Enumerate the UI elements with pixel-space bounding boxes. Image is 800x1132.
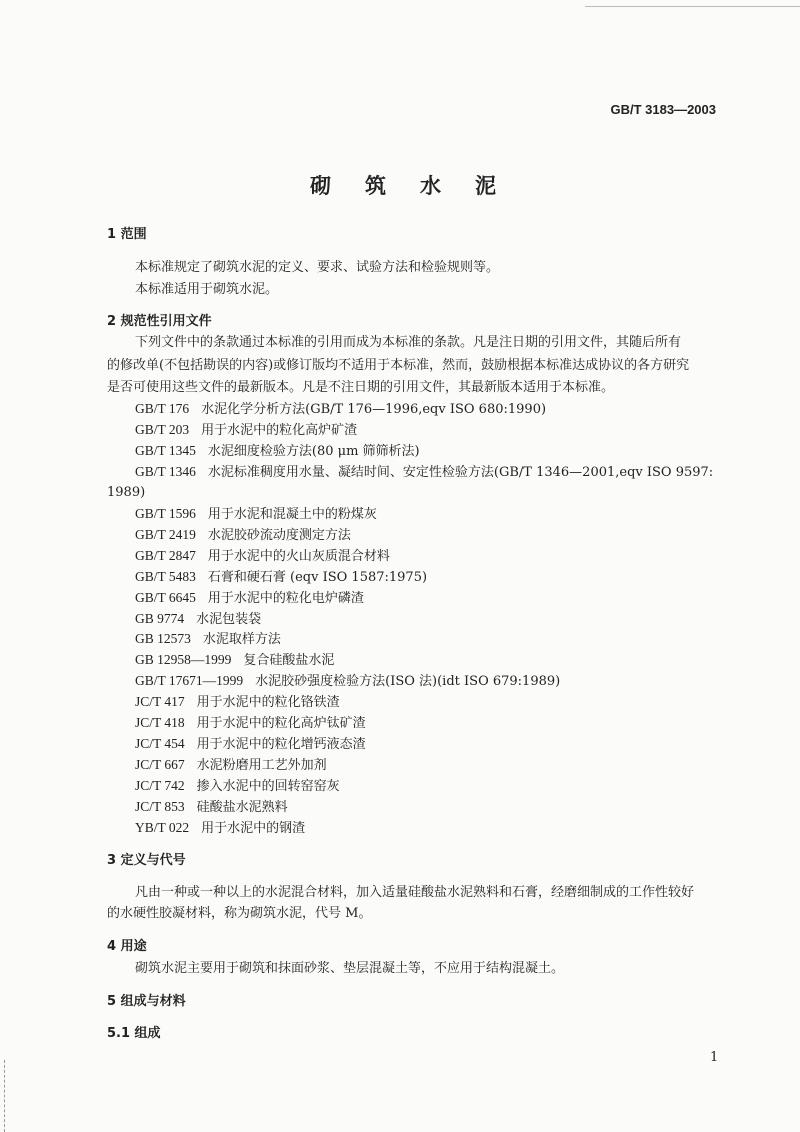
reference-item (135, 652, 334, 669)
reference-code: JC/T 667 (135, 757, 185, 773)
reference-code: JC/T 853 (135, 799, 185, 815)
reference-code: GB 12573 (135, 631, 191, 647)
reference-item (107, 485, 145, 501)
reference-title: 复合硅酸盐水泥 (243, 653, 335, 669)
reference-title: 水泥标准稠度用水量、凝结时间、安定性检验方法(GB/T 1346—2001,eqv ISO 9597: (207, 464, 714, 480)
paragraph-line: 是否可使用这些文件的最新版本。凡是不注日期的引用文件，其最新版本适用于本标准。 (107, 380, 615, 395)
reference-code: JC/T 417 (135, 694, 185, 710)
section-heading: 2 规范性引用文件 (107, 314, 212, 329)
reference-item (135, 694, 340, 711)
standard-number: GB/T 3183—2003 (610, 102, 716, 117)
reference-item (135, 506, 377, 523)
reference-title: 用于水泥中的粒化电炉磷渣 (207, 590, 364, 606)
reference-title: 水泥胶砂强度检验方法(ISO 法)(idt ISO 679:1989) (255, 674, 561, 690)
reference-title: 掺入水泥中的回转窑窑灰 (196, 779, 340, 795)
reference-item (135, 736, 366, 753)
paragraph: 本标准规定了砌筑水泥的定义、要求、试验方法和检验规则等。 (135, 260, 500, 275)
reference-title: 水泥胶砂流动度测定方法 (207, 527, 351, 543)
reference-item (135, 778, 340, 795)
reference-title: 用于水泥中的粒化增钙液态渣 (196, 737, 366, 753)
reference-item (135, 757, 327, 774)
reference-item (135, 527, 351, 544)
reference-code: JC/T 454 (135, 736, 185, 752)
paragraph: 本标准适用于砌筑水泥。 (135, 282, 279, 297)
reference-title: 用于水泥中的火山灰质混合材料 (207, 548, 390, 564)
reference-code: GB 9774 (135, 610, 185, 626)
reference-code: GB/T 1345 (135, 442, 196, 458)
reference-title: 硅酸盐水泥熟料 (196, 800, 288, 816)
reference-title: 水泥粉磨用工艺外加剂 (196, 758, 327, 774)
scan-edge-mark (4, 1060, 6, 1132)
page-title: 砌筑水泥 (310, 174, 530, 198)
reference-item (135, 569, 427, 586)
section-heading: 1 范围 (107, 227, 147, 242)
paragraph-line: 的水硬性胶凝材料，称为砌筑水泥，代号 M。 (107, 906, 372, 921)
reference-item (135, 422, 357, 439)
reference-code: GB/T 176 (135, 401, 190, 416)
reference-title: 用于水泥中的粒化高炉钛矿渣 (196, 716, 366, 732)
reference-item (135, 443, 420, 460)
reference-title: 1989) (107, 484, 146, 500)
reference-code: GB/T 1346 (135, 463, 196, 479)
reference-item (135, 820, 305, 837)
subsection-heading: 5.1 组成 (107, 1026, 161, 1041)
section-heading: 3 定义与代号 (107, 853, 186, 868)
paragraph-line: 下列文件中的条款通过本标准的引用而成为本标准的条款。凡是注日期的引用文件，其随后所有 (135, 335, 682, 350)
reference-title: 用于水泥中的钢渣 (201, 821, 306, 836)
reference-item (135, 611, 261, 628)
reference-code: GB 12958—1999 (135, 652, 232, 668)
section-heading: 4 用途 (107, 939, 147, 954)
paragraph-line: 凡由一种或一种以上的水泥混合材料，加入适量硅酸盐水泥熟料和石膏，经磨细制成的工作性较好 (135, 885, 695, 900)
reference-item (135, 631, 281, 648)
reference-title: 水泥细度检验方法(80 μm 筛筛析法) (207, 443, 420, 459)
reference-item (135, 401, 546, 418)
reference-title: 用于水泥中的粒化铬铁渣 (196, 695, 340, 711)
reference-item (135, 548, 390, 565)
reference-item (135, 464, 713, 481)
reference-code: GB/T 2847 (135, 547, 196, 563)
paragraph-line: 的修改单(不包括勘误的内容)或修订版均不适用于本标准，然而，鼓励根据本标准达成协议的各方研究 (107, 358, 690, 373)
section-heading: 5 组成与材料 (107, 994, 186, 1009)
reference-title: 水泥化学分析方法(GB/T 176—1996,eqv ISO 680:1990) (201, 402, 547, 417)
reference-title: 水泥包装袋 (196, 611, 262, 627)
reference-code: GB/T 1596 (135, 505, 196, 521)
reference-code: GB/T 6645 (135, 589, 196, 605)
reference-item (135, 715, 366, 732)
paragraph: 砌筑水泥主要用于砌筑和抹面砂浆、垫层混凝土等，不应用于结构混凝土。 (135, 961, 565, 976)
reference-item (135, 590, 364, 607)
reference-code: GB/T 17671—1999 (135, 673, 244, 689)
reference-title: 用于水泥和混凝土中的粉煤灰 (207, 506, 377, 522)
reference-code: GB/T 2419 (135, 526, 196, 542)
reference-title: 用于水泥中的粒化高炉矿渣 (201, 422, 358, 438)
reference-code: YB/T 022 (135, 820, 190, 835)
scan-edge-line (585, 6, 800, 7)
reference-title: 水泥取样方法 (202, 632, 281, 648)
reference-code: GB/T 203 (135, 421, 190, 437)
reference-code: GB/T 5483 (135, 568, 196, 584)
reference-item (135, 799, 288, 816)
reference-code: JC/T 742 (135, 778, 185, 794)
reference-code: JC/T 418 (135, 715, 185, 731)
reference-item (135, 673, 560, 690)
reference-title: 石膏和硬石膏 (eqv ISO 1587:1975) (207, 569, 428, 585)
page-number: 1 (710, 1050, 719, 1065)
